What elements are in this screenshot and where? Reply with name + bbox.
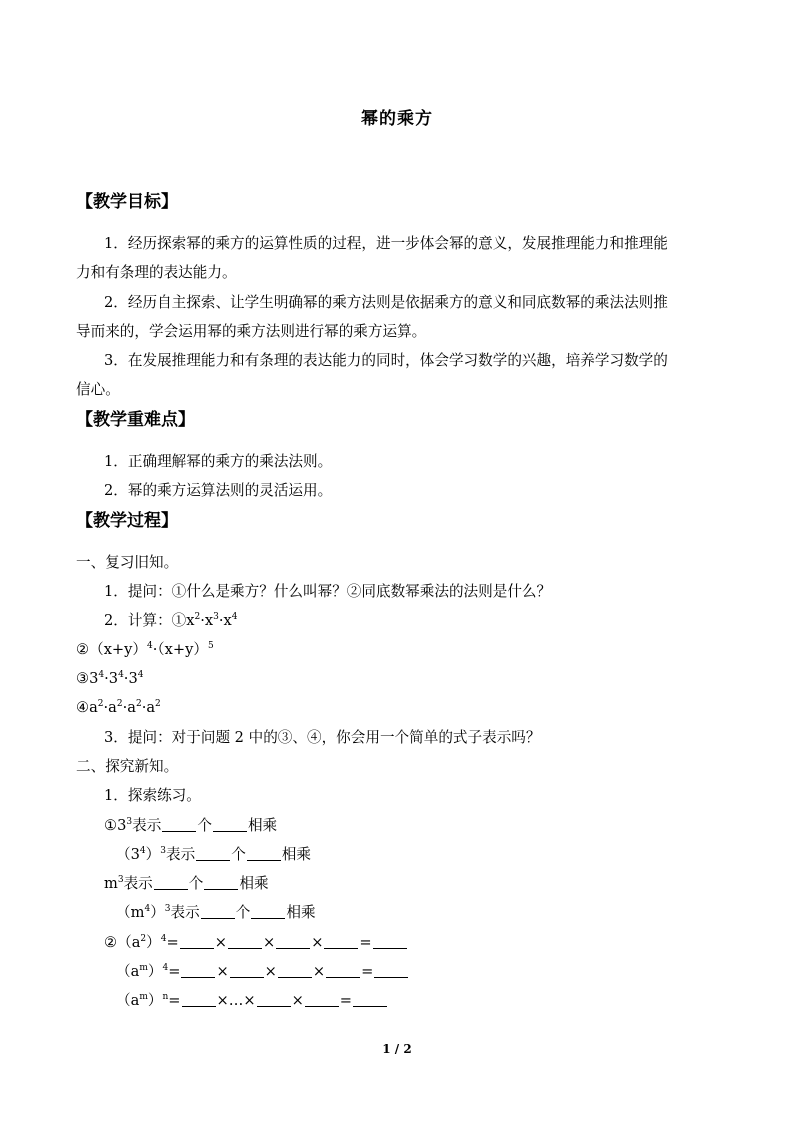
- question-2-part-3: $③3^4\cdot 3^4\cdot 3^4$: [76, 670, 144, 687]
- blank[interactable]: [373, 934, 407, 949]
- blank[interactable]: [353, 992, 387, 1007]
- blank[interactable]: [247, 846, 281, 861]
- fill-line-1: $①3^3$表示 个 相乘: [104, 817, 278, 834]
- section-heading-goals: 【教学目标】: [76, 192, 178, 212]
- blank[interactable]: [213, 817, 247, 832]
- fill-line-4: $(m^4)^3$表示 个 相乘: [116, 904, 316, 921]
- question-2: 2．计算：$①x^2\cdot x^3\cdot x^4$: [104, 612, 238, 629]
- blank[interactable]: [204, 875, 238, 890]
- blank[interactable]: [230, 963, 264, 978]
- fill-line-2: $(3^4)^3$表示 个 相乘: [116, 846, 311, 863]
- question-2-part-4: $④a^2\cdot a^2\cdot a^2\cdot a^2$: [76, 699, 161, 716]
- blank[interactable]: [374, 963, 408, 978]
- question-3: 3．提问：对于问题 2 中的③、④，你会用一个简单的式子表示吗？: [104, 729, 541, 746]
- blank[interactable]: [162, 817, 196, 832]
- fill-line-7: $(a^m)^n=$ ×…× × =: [116, 991, 388, 1011]
- blank[interactable]: [196, 846, 230, 861]
- blank[interactable]: [181, 963, 215, 978]
- fill-line-5: $②(a^2)^4=$ × × × =: [104, 933, 408, 953]
- keypoint-line-2: 2．幂的乘方运算法则的灵活运用。: [104, 482, 333, 499]
- question-1: 1．提问：①什么是乘方？什么叫幂？②同底数幂乘法的法则是什么？: [104, 583, 552, 600]
- goal-line-5: 3．在发展推理能力和有条理的表达能力的同时，体会学习数学的兴趣，培养学习数学的: [104, 352, 668, 369]
- keypoint-line-1: 1．正确理解幂的乘方的乘法法则。: [104, 453, 333, 470]
- page-number: 1 / 2: [382, 1042, 412, 1056]
- goal-line-2: 力和有条理的表达能力。: [76, 264, 237, 281]
- fill-line-6: $(a^m)^4=$ × × × =: [116, 962, 409, 982]
- blank[interactable]: [154, 875, 188, 890]
- blank[interactable]: [201, 904, 235, 919]
- blank[interactable]: [326, 963, 360, 978]
- blank[interactable]: [324, 934, 358, 949]
- blank[interactable]: [228, 934, 262, 949]
- blank[interactable]: [278, 963, 312, 978]
- fill-line-3: $m^3$表示 个 相乘: [104, 875, 269, 892]
- blank[interactable]: [182, 992, 216, 1007]
- section-heading-keypoints: 【教学重难点】: [76, 410, 195, 430]
- explore-practice: 1．探索练习。: [104, 787, 201, 804]
- goal-line-1: 1．经历探索幂的乘方的运算性质的过程，进一步体会幂的意义，发展推理能力和推理能: [104, 235, 668, 252]
- blank[interactable]: [251, 904, 285, 919]
- question-2-part-2: $②(x+y)^4\cdot(x+y)^5$: [76, 641, 214, 658]
- blank[interactable]: [276, 934, 310, 949]
- blank[interactable]: [257, 992, 291, 1007]
- goal-line-6: 信心。: [76, 381, 120, 398]
- section-heading-process: 【教学过程】: [76, 511, 178, 531]
- review-heading: 一、复习旧知。: [76, 554, 179, 571]
- goal-line-4: 导而来的，学会运用幂的乘方法则进行幂的乘方运算。: [76, 323, 427, 340]
- goal-line-3: 2．经历自主探索、让学生明确幂的乘方法则是依据乘方的意义和同底数幂的乘法法则推: [104, 294, 668, 311]
- page-title: 幂的乘方: [361, 109, 433, 129]
- explore-heading: 二、探究新知。: [76, 758, 179, 775]
- blank[interactable]: [305, 992, 339, 1007]
- blank[interactable]: [180, 934, 214, 949]
